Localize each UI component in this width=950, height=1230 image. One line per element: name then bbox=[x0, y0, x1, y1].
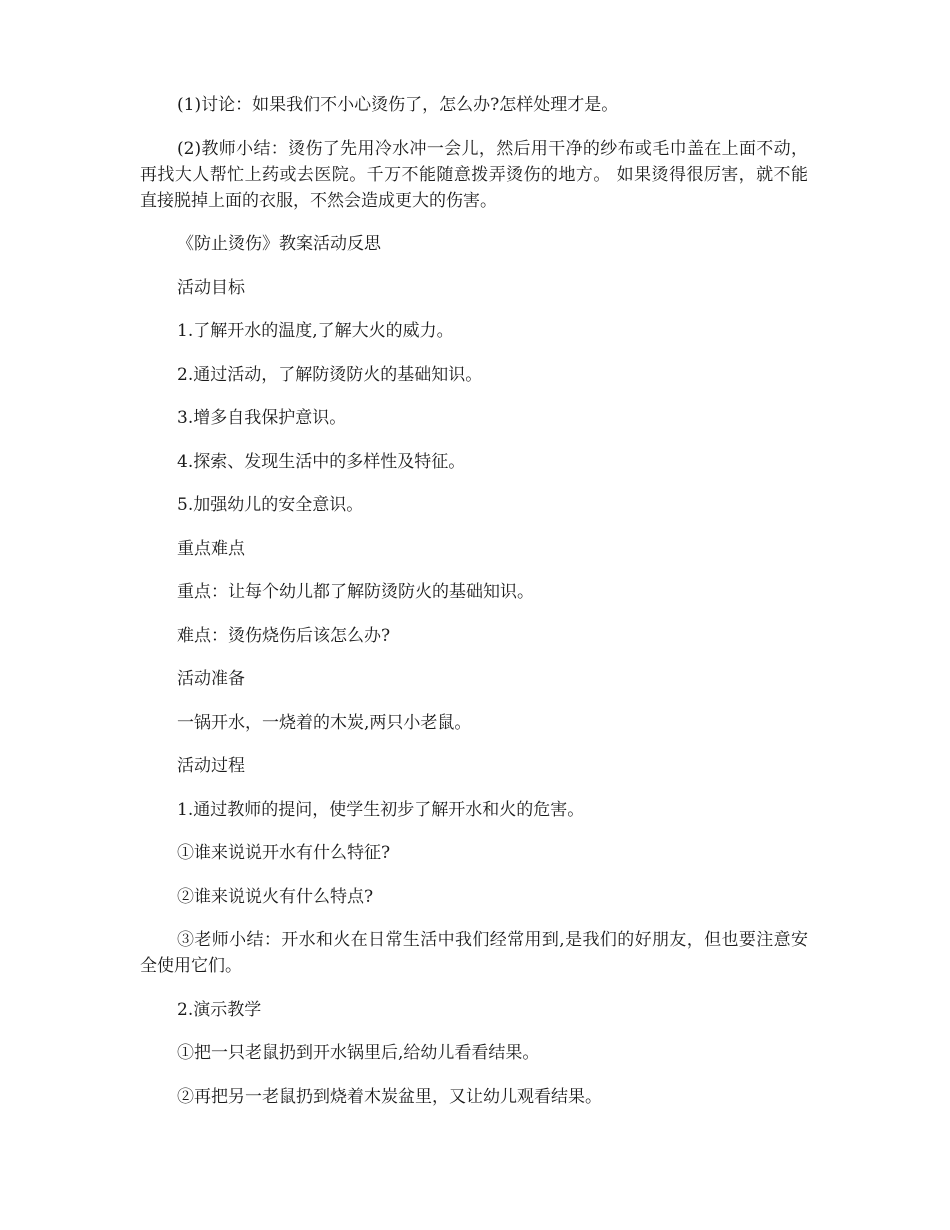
section-title: 《防止烫伤》教案活动反思 bbox=[177, 234, 381, 254]
heading-preparation: 活动准备 bbox=[177, 669, 245, 689]
discussion-paragraph: (1)讨论：如果我们不小心烫伤了，怎么办?怎样处理才是。 bbox=[177, 95, 619, 115]
goal-item: 3.增多自我保护意识。 bbox=[177, 408, 347, 428]
goal-item: 4.探索、发现生活中的多样性及特征。 bbox=[177, 451, 466, 472]
document-page bbox=[140, 92, 808, 1127]
heading-key-points: 重点难点 bbox=[177, 538, 245, 559]
key-point: 重点：让每个幼儿都了解防烫防火的基础知识。 bbox=[177, 582, 534, 602]
goal-item: 2.通过活动，了解防烫防火的基础知识。 bbox=[177, 364, 483, 385]
process-step: 2.演示教学 bbox=[177, 999, 262, 1020]
teacher-summary-paragraph: (2)教师小结：烫伤了先用冷水冲一会儿，然后用干净的纱布或毛巾盖在上面不动，再找大人帮忙上药或去医院。千万不能随意拨弄烫伤的地方。 如果烫得很厉害，就不能直接脱掉上面的衣服，不然会造成更大的伤害。 bbox=[140, 138, 808, 211]
demo-item: ②再把另一老鼠扔到烧着木炭盆里，又让幼儿观看结果。 bbox=[177, 1086, 602, 1107]
heading-activity-goals: 活动目标 bbox=[177, 277, 245, 298]
heading-process: 活动过程 bbox=[177, 756, 245, 776]
process-summary: ③老师小结：开水和火在日常生活中我们经常用到,是我们的好朋友，但也要注意安全使用它们。 bbox=[140, 930, 808, 976]
demo-item: ①把一只老鼠扔到开水锅里后,给幼儿看看结果。 bbox=[177, 1043, 540, 1063]
process-question: ①谁来说说开水有什么特征? bbox=[177, 843, 391, 863]
process-step: 1.通过教师的提问，使学生初步了解开水和火的危害。 bbox=[177, 799, 585, 820]
difficult-point: 难点：烫伤烧伤后该怎么办? bbox=[177, 625, 391, 646]
process-question: ②谁来说说火有什么特点? bbox=[177, 886, 374, 907]
preparation-text: 一锅开水，一烧着的木炭,两只小老鼠。 bbox=[177, 712, 472, 733]
goal-item: 1.了解开水的温度,了解大火的威力。 bbox=[177, 321, 454, 341]
goal-item: 5.加强幼儿的安全意识。 bbox=[177, 495, 364, 515]
